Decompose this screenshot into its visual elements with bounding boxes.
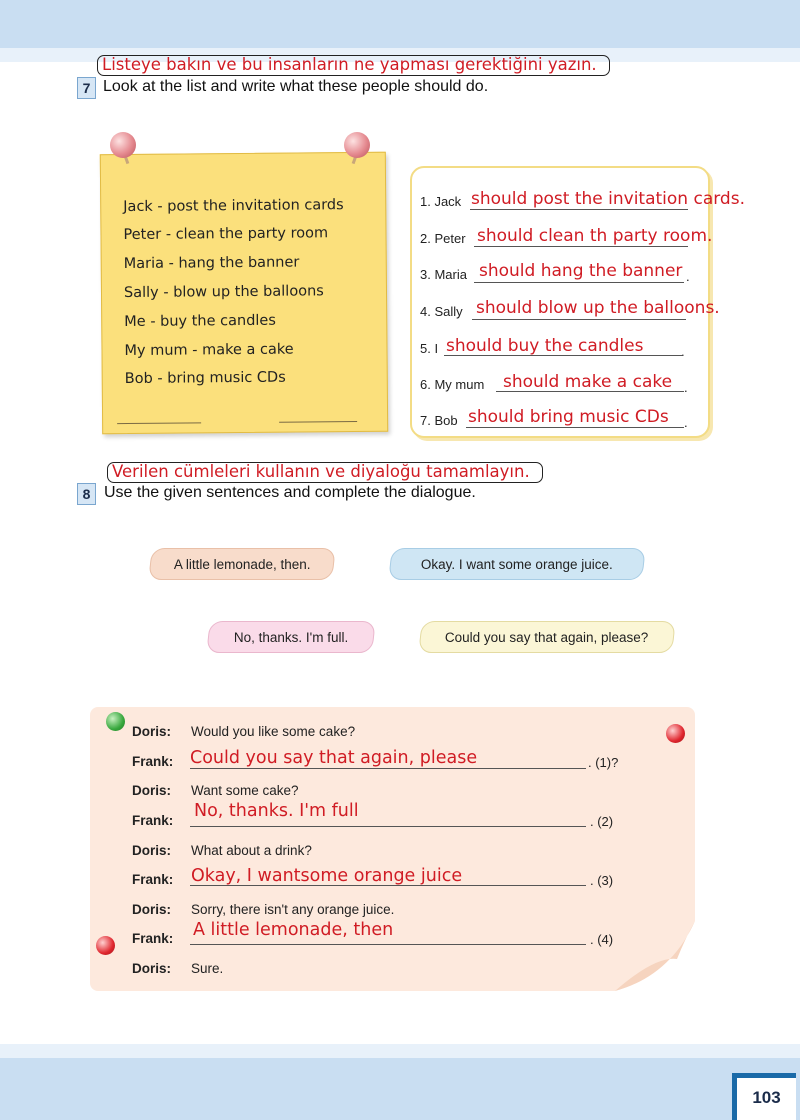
sentence-bubble: [388, 548, 645, 580]
exercise8-turkish-instruction: Verilen cümleleri kullanın ve diyaloğu tamamlayın.: [107, 462, 543, 483]
answer-label: 3. Maria: [420, 267, 467, 282]
answer-line: [190, 944, 586, 945]
answer-label: 7. Bob: [420, 413, 458, 428]
answer-text: should clean th party room.: [477, 226, 713, 246]
bottom-band-light: [0, 1044, 800, 1058]
blank-number: . (3): [590, 873, 614, 888]
top-band: [0, 0, 800, 48]
pushpin-icon: [344, 132, 370, 158]
answer-label: 5. I: [420, 341, 439, 356]
blank-number: . (2): [590, 814, 614, 829]
sentence-end: .: [684, 380, 688, 395]
sentence-end: .: [686, 269, 690, 284]
answer-line: [474, 282, 684, 283]
answer-label: 4. Sally: [420, 304, 463, 319]
speaker-name: Frank:: [132, 754, 174, 769]
green-ball-icon: [106, 712, 125, 731]
note-blank-line: [279, 421, 357, 423]
page-curl-icon: [615, 921, 695, 991]
answer-label: 2. Peter: [420, 231, 466, 246]
dialogue-answer: No, thanks. I'm full: [194, 801, 359, 821]
sentence-bubble: [418, 621, 675, 653]
answer-line: [190, 826, 586, 827]
note-item: My mum - make a cake: [124, 341, 294, 360]
dialogue-line: Sorry, there isn't any orange juice.: [191, 902, 395, 917]
answer-line: [472, 319, 686, 320]
answer-text: should make a cake: [503, 372, 673, 392]
bottom-band: [0, 1058, 800, 1120]
answer-text: should hang the banner: [479, 261, 683, 281]
exercise7-number: 7: [77, 77, 96, 99]
speaker-name: Doris:: [132, 724, 172, 739]
bubble-text: Could you say that again, please?: [445, 630, 649, 645]
answer-text: should buy the candles: [446, 336, 644, 356]
dialogue-line: What about a drink?: [191, 843, 312, 858]
speaker-name: Frank:: [132, 872, 174, 887]
note-item: Bob - bring music CDs: [124, 369, 286, 388]
speaker-name: Doris:: [132, 961, 172, 976]
red-ball-icon: [666, 724, 685, 743]
dialogue-line: Want some cake?: [191, 783, 299, 798]
dialogue-answer: Could you say that again, please: [190, 748, 478, 768]
speaker-name: Doris:: [132, 843, 172, 858]
dialogue-line: Sure.: [191, 961, 224, 976]
sentence-end: .: [681, 344, 685, 359]
answer-label: 1. Jack: [420, 194, 462, 209]
sticky-note: [100, 152, 388, 434]
pushpin-icon: [110, 132, 136, 158]
speaker-name: Doris:: [132, 783, 172, 798]
bubble-text: Okay. I want some orange juice.: [420, 557, 613, 572]
red-ball-icon: [96, 936, 115, 955]
answer-line: [474, 246, 688, 247]
exercise7-turkish-instruction: Listeye bakın ve bu insanların ne yapması gerektiğini yazın.: [97, 55, 610, 76]
sentence-end: .: [684, 415, 688, 430]
sentence-bubble: [206, 621, 375, 653]
note-item: Sally - blow up the balloons: [123, 283, 324, 302]
answer-text: should blow up the balloons.: [476, 298, 720, 318]
exercise8-instruction: Use the given sentences and complete the dialogue.: [104, 484, 476, 501]
blank-number: . (4): [590, 932, 614, 947]
note-item: Maria - hang the banner: [123, 254, 300, 273]
page-number-box: [732, 1073, 796, 1120]
answer-line: [466, 427, 684, 428]
dialogue-answer: Okay, I wantsome orange juice: [191, 866, 463, 886]
speaker-name: Doris:: [132, 902, 172, 917]
answer-line: [470, 209, 688, 210]
blank-number: . (1)?: [588, 755, 619, 770]
answer-label: 6. My mum: [420, 377, 485, 392]
speaker-name: Frank:: [132, 813, 174, 828]
note-item: Peter - clean the party room: [123, 225, 329, 244]
dialogue-answer: A little lemonade, then: [193, 920, 394, 940]
note-blank-line: [117, 422, 201, 424]
answer-text: should post the invitation cards.: [471, 189, 745, 209]
note-item: Me - buy the candles: [124, 312, 276, 331]
dialogue-line: Would you like some cake?: [191, 724, 356, 739]
speaker-name: Frank:: [132, 931, 174, 946]
answer-line: [190, 768, 586, 769]
answer-text: should bring music CDs: [468, 407, 669, 427]
bubble-text: No, thanks. I'm full.: [233, 630, 349, 645]
page-number: 103: [737, 1078, 796, 1120]
exercise7-instruction: Look at the list and write what these people should do.: [103, 78, 489, 95]
bubble-text: A little lemonade, then.: [173, 557, 311, 572]
note-item: Jack - post the invitation cards: [123, 197, 344, 216]
sentence-bubble: [148, 548, 335, 580]
exercise8-number: 8: [77, 483, 96, 505]
